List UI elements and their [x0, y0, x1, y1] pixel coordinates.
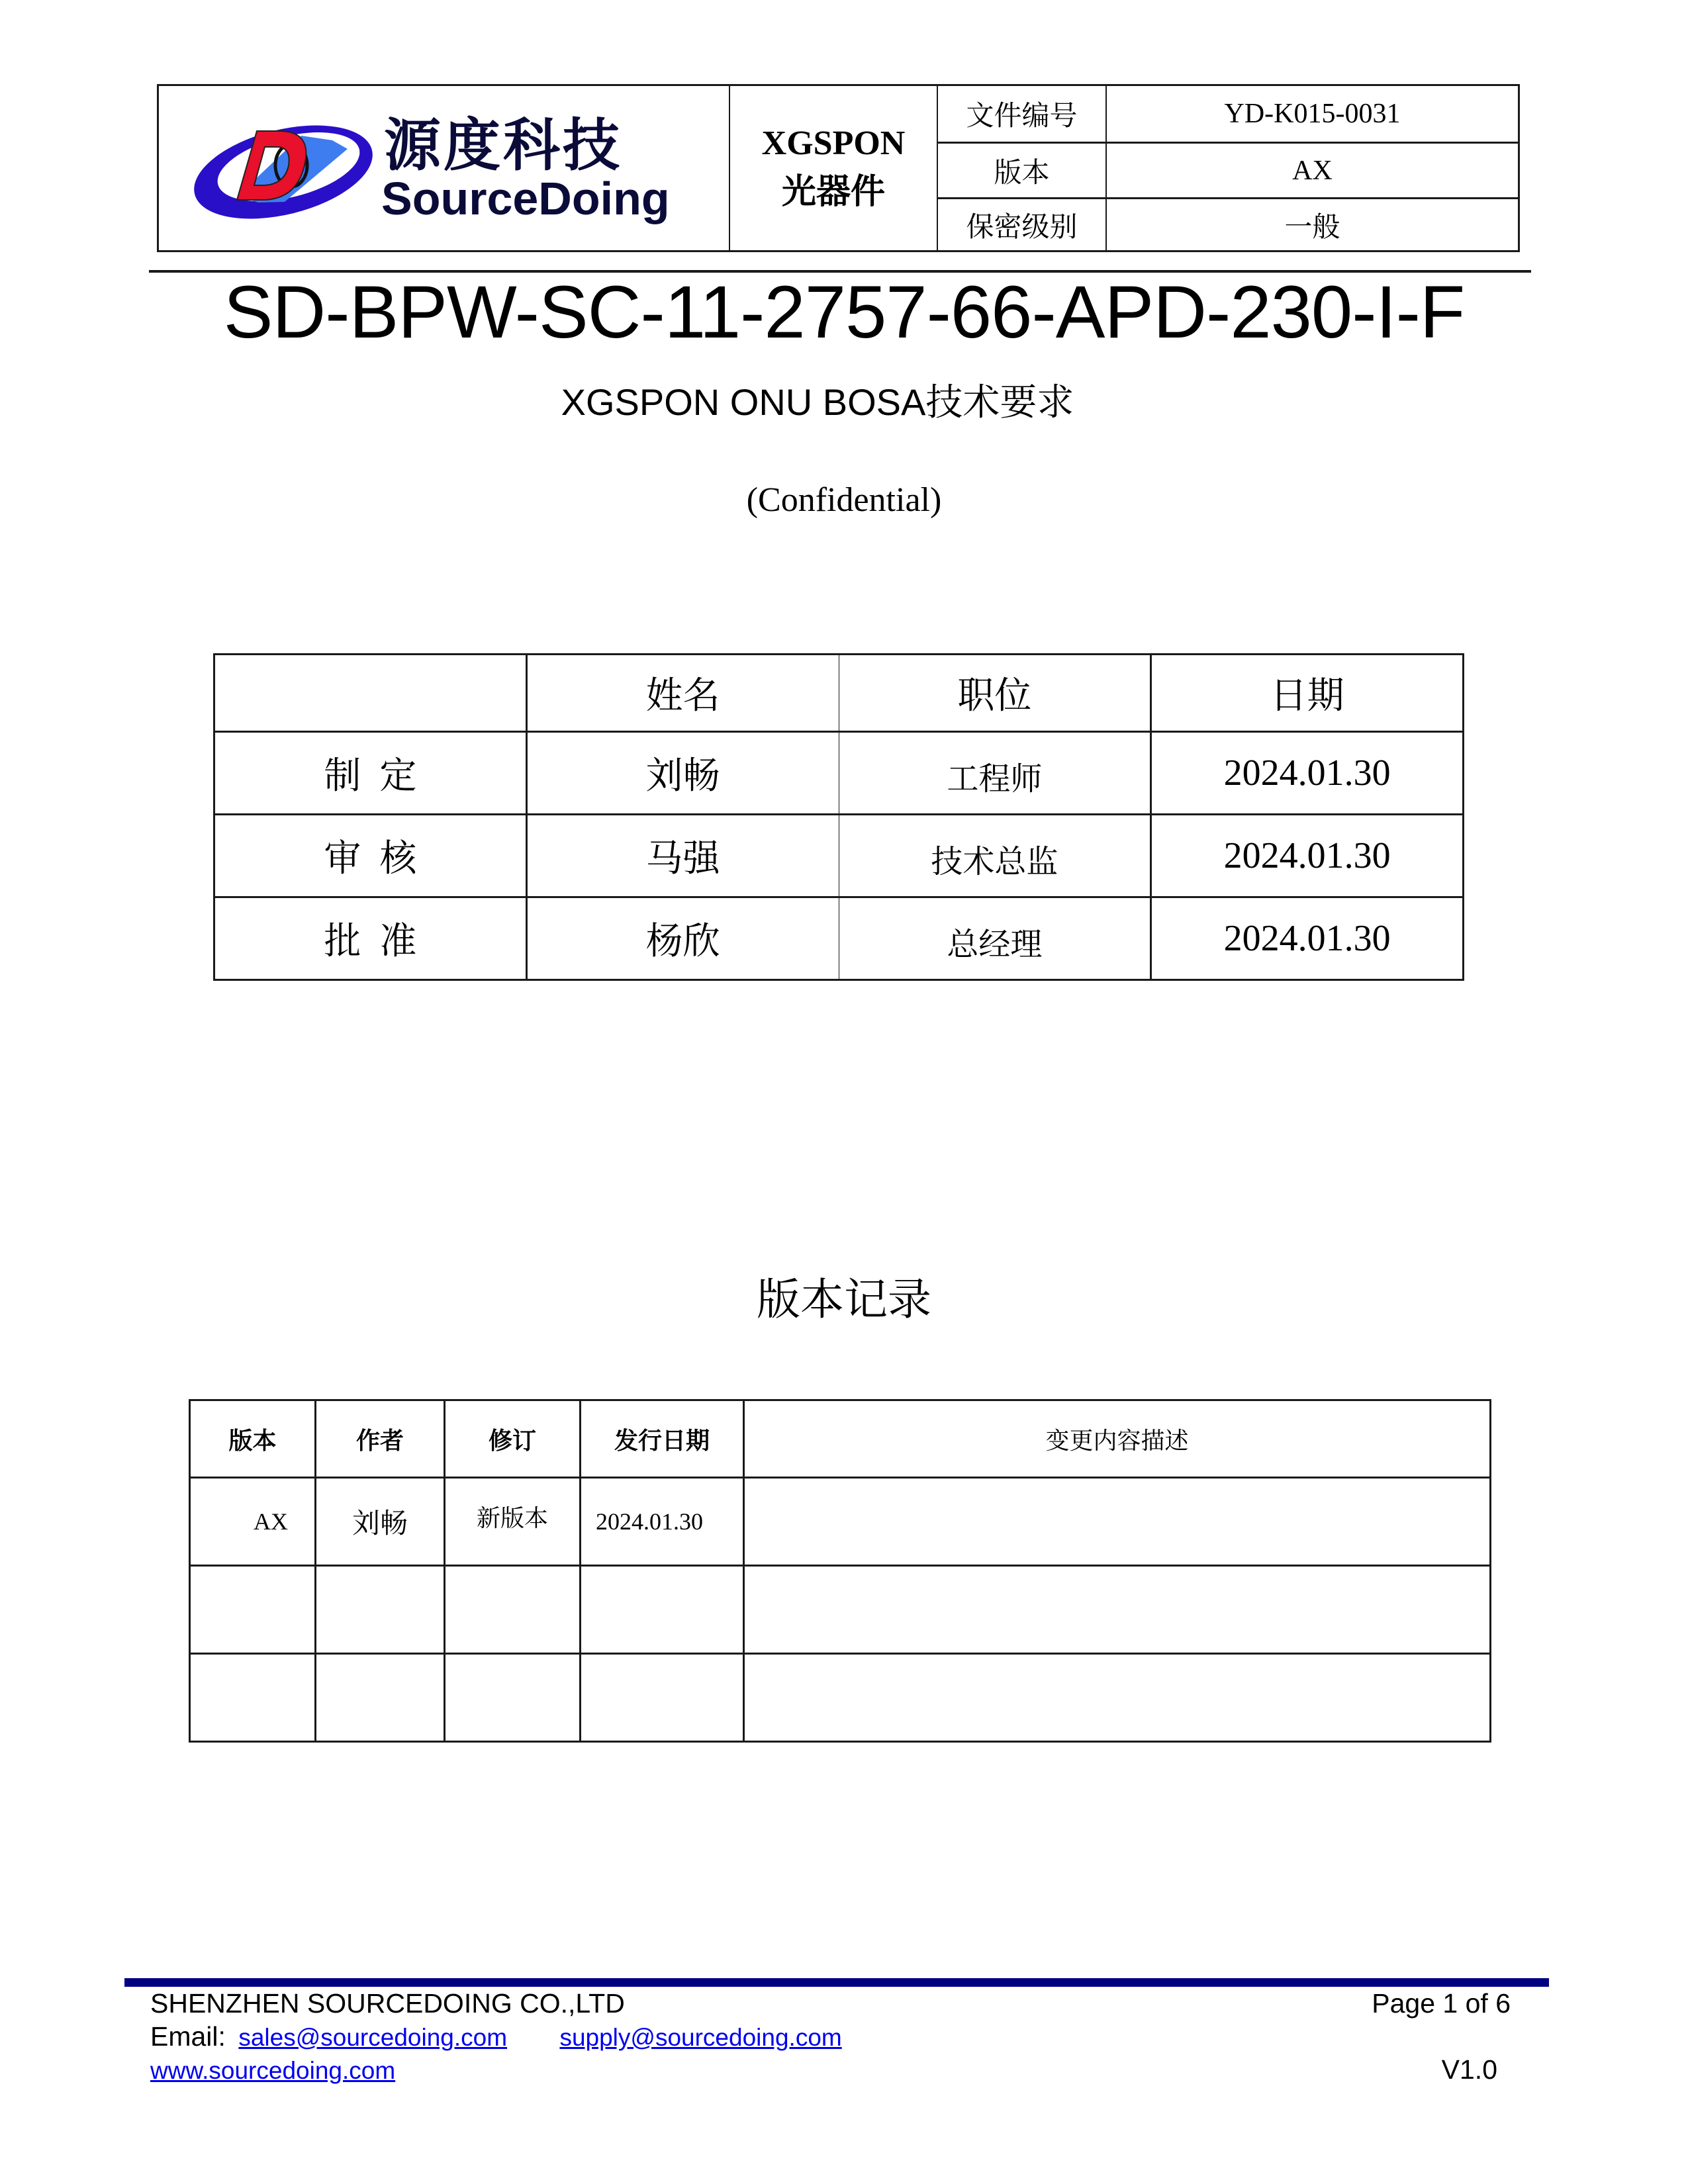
meta-value: YD-K015-0031 — [1224, 99, 1401, 129]
revision-cell — [445, 1566, 581, 1654]
meta-value: 一般 — [1284, 212, 1340, 243]
release-date-cell — [581, 1654, 744, 1742]
meta-label: 文件编号 — [938, 86, 1107, 142]
author-cell: 刘畅 — [316, 1478, 445, 1566]
signoff-header-cell: 姓名 — [526, 655, 839, 732]
release-date-cell — [581, 1566, 744, 1654]
version-record-table — [189, 1399, 1491, 1743]
logo-cn-name: 源度科技 — [384, 113, 622, 179]
signoff-date: 2024.01.30 — [1151, 815, 1464, 897]
signoff-role: 批准 — [214, 897, 527, 980]
signoff-header-cell — [214, 655, 527, 732]
version-row — [190, 1654, 1491, 1742]
meta-label: 保密级别 — [938, 199, 1107, 250]
document-title: SD-BPW-SC-11-2757-66-APD-230-I-F — [223, 271, 1465, 353]
footer-company: SHENZHEN SOURCEDOING CO.,LTD — [150, 1988, 625, 2019]
description-cell — [744, 1566, 1491, 1654]
version-row — [190, 1478, 1491, 1566]
version-record-title: 版本记录 — [757, 1276, 931, 1324]
signoff-date: 2024.01.30 — [1151, 897, 1464, 980]
sales-email-link[interactable]: sales@sourcedoing.com — [238, 2024, 508, 2051]
website-link[interactable]: www.sourcedoing.com — [150, 2057, 396, 2084]
signoff-row — [214, 732, 1464, 815]
version-header-cell: 变更内容描述 — [744, 1400, 1491, 1478]
signoff-role: 制定 — [214, 732, 527, 815]
signoff-name: 马强 — [526, 815, 839, 897]
revision-cell: 新版本 — [445, 1478, 581, 1566]
footer-email-label: Email: — [150, 2021, 226, 2052]
footer-version: V1.0 — [1441, 2054, 1497, 2085]
version-header-row — [190, 1400, 1491, 1478]
confidential-label: (Confidential) — [746, 481, 942, 519]
meta-row-version — [938, 142, 1518, 197]
version-row — [190, 1566, 1491, 1654]
product-name: XGSPON 光器件 — [730, 86, 938, 250]
meta-value: AX — [1292, 155, 1333, 186]
description-cell — [744, 1654, 1491, 1742]
release-date-cell: 2024.01.30 — [581, 1478, 744, 1566]
footer-email-line — [150, 2020, 842, 2054]
version-header-cell: 版本 — [190, 1400, 316, 1478]
signoff-row — [214, 815, 1464, 897]
signoff-date: 2024.01.30 — [1151, 732, 1464, 815]
header-table — [157, 84, 1520, 252]
revision-cell — [445, 1654, 581, 1742]
logo-cell — [159, 86, 730, 250]
signoff-position: 技术总监 — [839, 815, 1151, 897]
footer-bar — [124, 1978, 1549, 1987]
author-cell — [316, 1654, 445, 1742]
author-cell — [316, 1566, 445, 1654]
version-header-cell: 发行日期 — [581, 1400, 744, 1478]
meta-row-security — [938, 197, 1518, 250]
signoff-name: 刘畅 — [526, 732, 839, 815]
signoff-table — [213, 653, 1464, 981]
version-cell — [190, 1566, 316, 1654]
version-cell — [190, 1654, 316, 1742]
signoff-role: 审核 — [214, 815, 527, 897]
signoff-header-row — [214, 655, 1464, 732]
meta-label: 版本 — [938, 144, 1107, 197]
signoff-position: 总经理 — [839, 897, 1151, 980]
footer-page-number: Page 1 of 6 — [1372, 1988, 1511, 2019]
supply-email-link[interactable]: supply@sourcedoing.com — [559, 2024, 842, 2051]
document-subtitle: XGSPON ONU BOSA技术要求 — [561, 381, 1074, 423]
logo-en-name: SourceDoing — [381, 173, 670, 224]
version-cell: AX — [190, 1478, 316, 1566]
version-header-cell: 作者 — [316, 1400, 445, 1478]
doc-meta — [938, 86, 1518, 250]
meta-row-doc-number — [938, 86, 1518, 142]
signoff-row — [214, 897, 1464, 980]
signoff-position: 工程师 — [839, 732, 1151, 815]
description-cell — [744, 1478, 1491, 1566]
signoff-header-cell: 职位 — [839, 655, 1151, 732]
footer-website-line — [150, 2053, 395, 2087]
version-header-cell: 修订 — [445, 1400, 581, 1478]
signoff-header-cell: 日期 — [1151, 655, 1464, 732]
signoff-name: 杨欣 — [526, 897, 839, 980]
